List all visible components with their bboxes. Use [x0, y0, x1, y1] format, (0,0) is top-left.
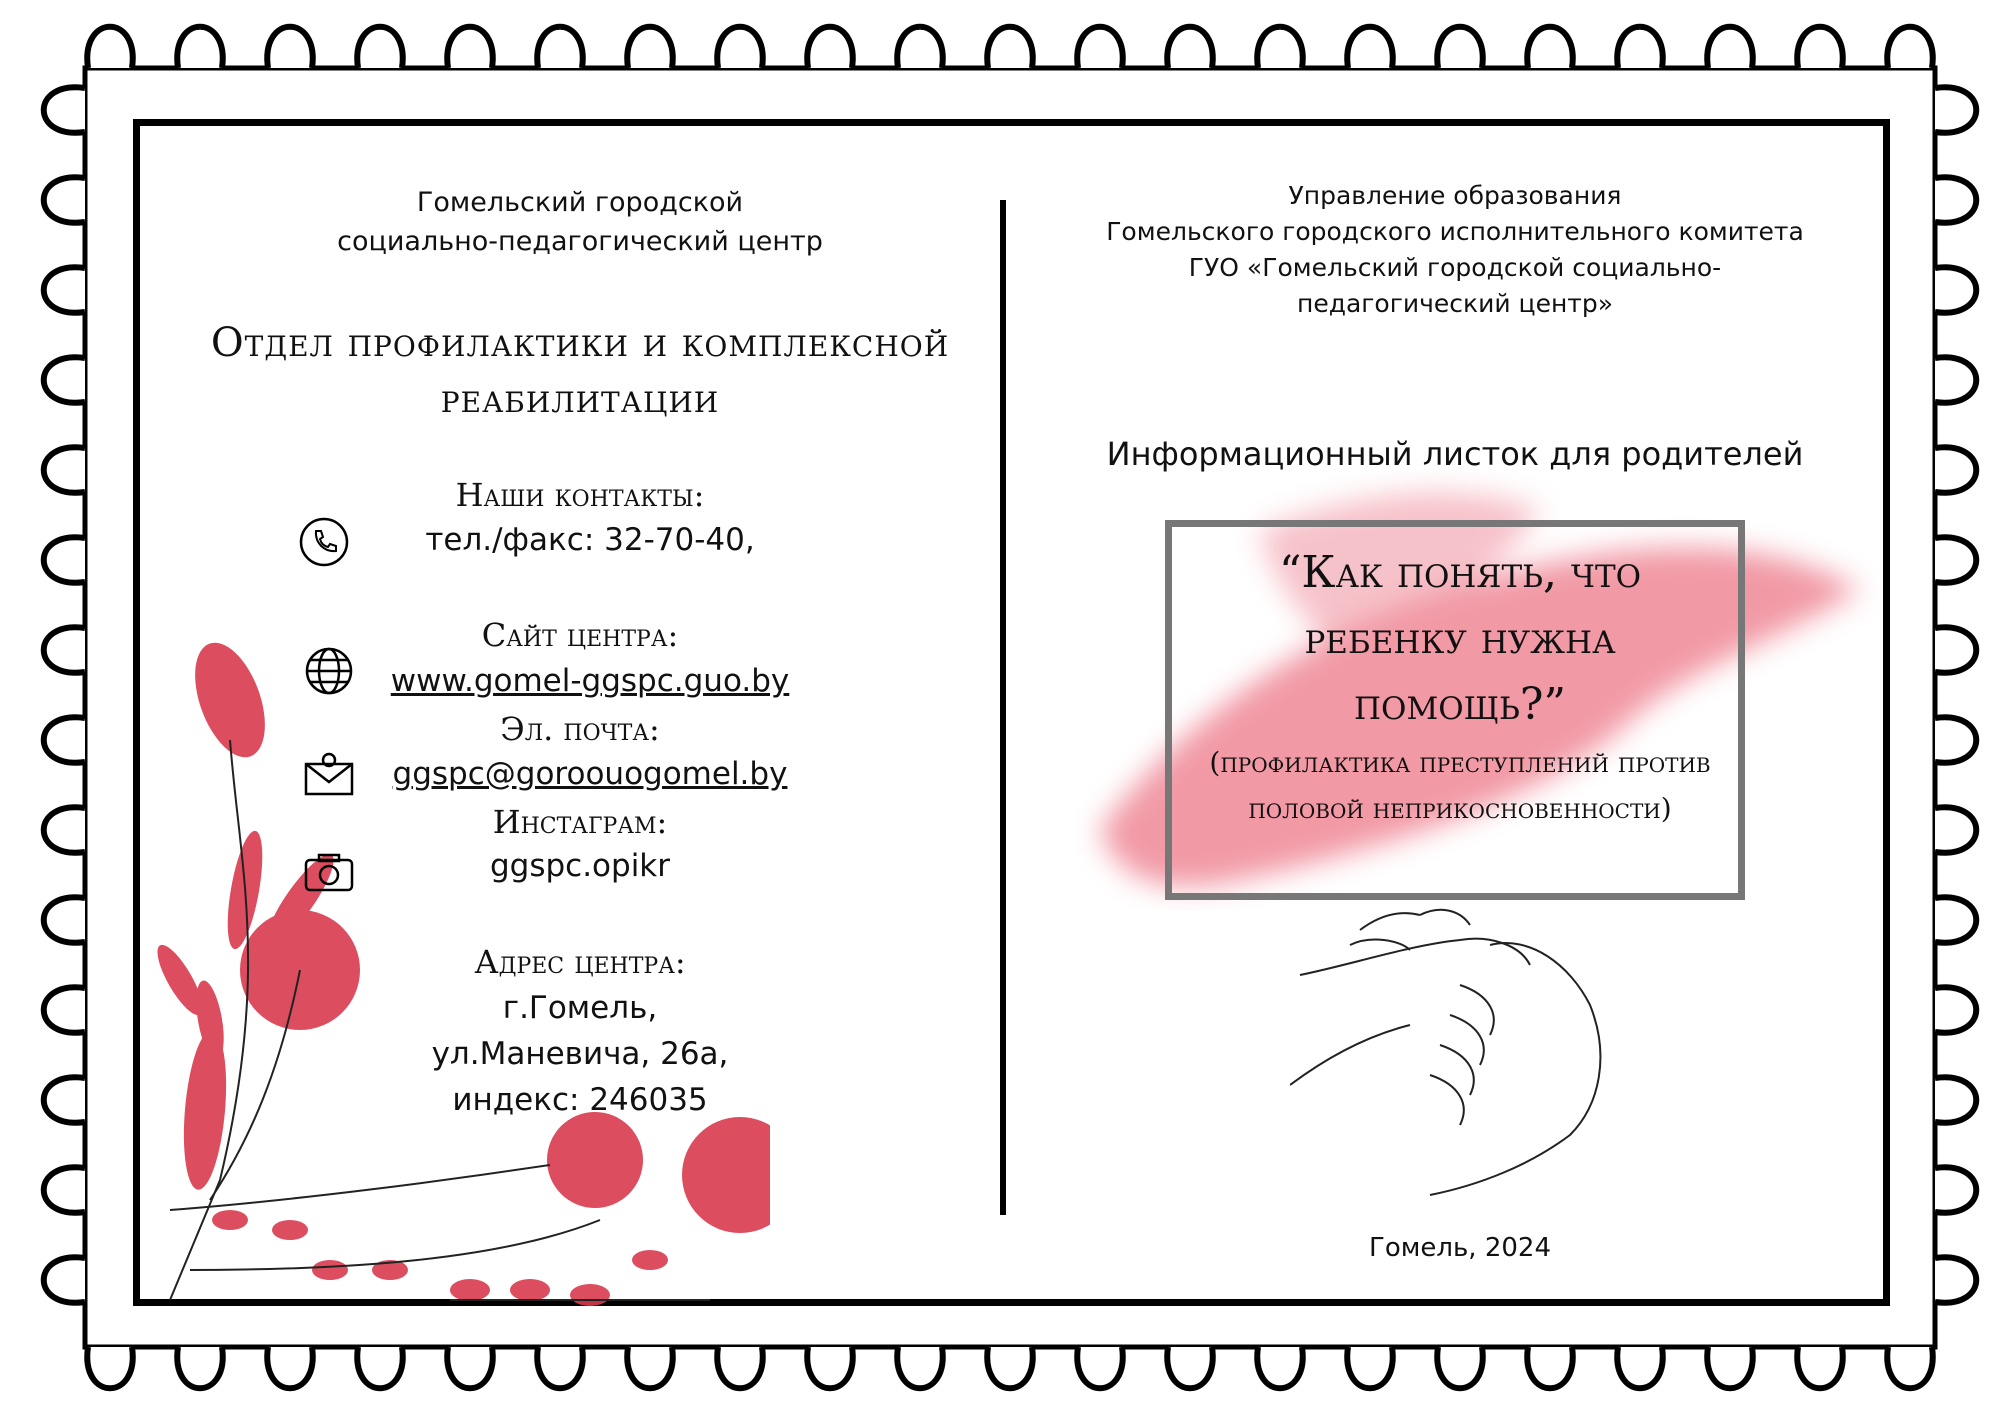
info-sheet-title: Информационный листок для родителей [1106, 435, 1804, 473]
left-organization [280, 183, 880, 261]
perforation-bump [1257, 27, 1302, 68]
perforation-bump [1935, 717, 1976, 762]
perforation-bump [1707, 27, 1752, 68]
perforation-bump [447, 1347, 492, 1388]
perforation-bump [1935, 87, 1976, 132]
contacts-heading: Наши контакты: [455, 476, 705, 514]
perforation-bump [897, 1347, 942, 1388]
perforation-bump [807, 27, 852, 68]
instagram-handle: ggspc.opikr [489, 848, 671, 884]
perforation-bump [267, 1347, 312, 1388]
perforation-bump [1527, 1347, 1572, 1388]
address-line1: г.Гомель, [502, 990, 658, 1026]
left-org-line1: Гомельский городской [416, 187, 744, 218]
site-link[interactable]: www.gomel-ggspc.guo.by [390, 663, 790, 699]
perforation-bump [1077, 1347, 1122, 1388]
perforation-bump [44, 177, 85, 222]
perforation-bump [1935, 1257, 1976, 1302]
perforation-bump [44, 627, 85, 672]
email-heading: Эл. почта: [500, 710, 660, 748]
perforation-bump [44, 807, 85, 852]
perforation-bump [1935, 177, 1976, 222]
perforation-bump [1935, 627, 1976, 672]
right-org-line3: ГУО «Гомельский городской социально- [1188, 253, 1722, 282]
address-line3: индекс: 246035 [452, 1082, 708, 1118]
perforation-bump [1707, 1347, 1752, 1388]
perforation-bump [1935, 1077, 1976, 1122]
perforation-bump [1617, 1347, 1662, 1388]
perforation-bump [1257, 1347, 1302, 1388]
perforation-bump [357, 1347, 402, 1388]
instagram-heading: Инстаграм: [492, 803, 668, 841]
perforation-bump [177, 27, 222, 68]
right-org-line1: Управление образования [1288, 181, 1622, 210]
subtitle: (профилактика преступлений против половой неприкосновенности) [1209, 746, 1711, 825]
perforation-bump [537, 27, 582, 68]
main-title: “Как понять, что ребенку нужна помощь?” [1278, 547, 1642, 730]
perforation-bump [44, 267, 85, 312]
perforation-bump [44, 987, 85, 1032]
right-org-line4: педагогический центр» [1296, 289, 1614, 318]
perforation-bump [44, 1077, 85, 1122]
perforation-bump [1347, 1347, 1392, 1388]
perforation-bump [177, 1347, 222, 1388]
perforation-bump [717, 27, 762, 68]
perforation-bump [1527, 27, 1572, 68]
perforation-bump [1935, 447, 1976, 492]
perforation-bump [44, 1167, 85, 1212]
perforation-bump [44, 447, 85, 492]
right-organization [1080, 178, 1830, 322]
perforation-bump [537, 1347, 582, 1388]
perforation-bump [44, 537, 85, 582]
hands-illustration [1290, 905, 1630, 1205]
camera-icon [303, 852, 355, 892]
perforation-bump [1935, 357, 1976, 402]
department-title: Отдел профилактики и комплексной реабилитации [210, 320, 950, 422]
perforation-bump [44, 717, 85, 762]
perforation-bump [807, 1347, 852, 1388]
address-line2: ул.Маневича, 26а, [431, 1036, 729, 1072]
perforation-bump [1167, 1347, 1212, 1388]
right-org-line2: Гомельского городского исполнительного комитета [1106, 217, 1804, 246]
perforation-bump [1437, 27, 1482, 68]
perforation-bump [897, 27, 942, 68]
perforation-bump [1167, 27, 1212, 68]
perforation-bump [1077, 27, 1122, 68]
center-divider [1000, 200, 1006, 1215]
perforation-bump [1935, 807, 1976, 852]
phone-number: тел./факс: 32-70-40, [425, 522, 755, 558]
perforation-bump [1437, 1347, 1482, 1388]
perforation-bump [1797, 27, 1842, 68]
perforation-bump [1347, 27, 1392, 68]
site-heading: Сайт центра: [481, 616, 679, 654]
perforation-bump [1935, 537, 1976, 582]
perforation-bump [447, 27, 492, 68]
perforation-bump [1935, 267, 1976, 312]
perforation-bump [1935, 897, 1976, 942]
left-org-line2: социально-педагогический центр [337, 226, 823, 257]
perforation-bump [717, 1347, 762, 1388]
perforation-bump [1887, 1347, 1932, 1388]
email-link[interactable]: ggspc@goroouogomel.by [392, 756, 788, 792]
perforation-bump [987, 1347, 1032, 1388]
perforation-bump [1887, 27, 1932, 68]
perforation-bump [1797, 1347, 1842, 1388]
perforation-bump [44, 357, 85, 402]
perforation-bump [267, 27, 312, 68]
perforation-bump [1935, 1167, 1976, 1212]
perforation-bump [44, 1257, 85, 1302]
perforation-bump [357, 27, 402, 68]
address-heading: Адрес центра: [474, 943, 686, 981]
perforation-bump [44, 87, 85, 132]
perforation-bump [1617, 27, 1662, 68]
perforation-bump [87, 1347, 132, 1388]
city-year: Гомель, 2024 [1368, 1233, 1551, 1263]
perforation-bump [1935, 987, 1976, 1032]
perforation-bump [987, 27, 1032, 68]
perforation-bump [87, 27, 132, 68]
perforation-bump [627, 1347, 672, 1388]
perforation-bump [627, 27, 672, 68]
perforation-bump [44, 897, 85, 942]
